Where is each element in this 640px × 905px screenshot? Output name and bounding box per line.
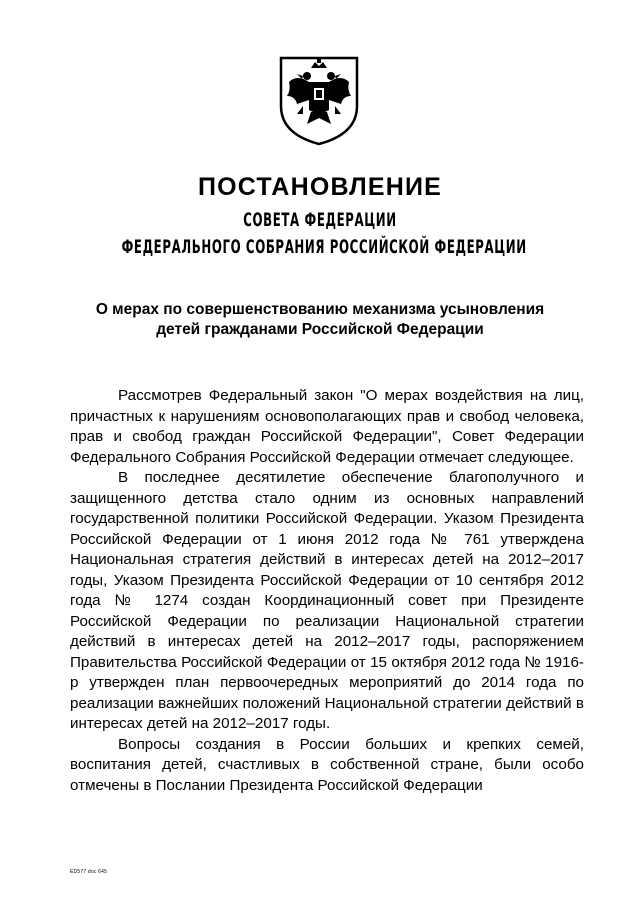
coat-of-arms-icon [267, 54, 371, 146]
document-subject [80, 300, 560, 340]
body-paragraph-2: В последнее десятилетие обеспечение благополучного и защищенного детства стало одним из основных направлений государственной политики Российской Федерации. Указом Президента Российской Федерации от 1 июня 2012 года № 761 утверждена Национальная стратегия действий в интересах детей на 2012–2017 годы, Указом Президента Российской Федерации от 10 сентября 2012 года № 1274 создан Координационный совет при Президенте Российской Федерации по реализации Национальной стратегии действий в интересах детей на 2012–2017 годы, распоряжением Правительства Российской Федерации от 15 октября 2012 года № 1916-р утвержден план первоочередных мероприятий до 2014 года по реализации важнейших положений Национальной стратегии действий в интересах детей на 2012–2017 годы. [70, 469, 584, 732]
document-title: ПОСТАНОВЛЕНИЕ [197, 173, 443, 201]
body-paragraph-1: Рассмотрев Федеральный закон "О мерах воздействия на лиц, причастных к нарушениям основополагающих прав и свобод человека, прав и свобод граждан Российской Федерации", Совет Федерации Федерального Собрания Российской Федерации отмечает следующее. [70, 387, 584, 466]
document-subtitle-line1: СОВЕТА ФЕДЕРАЦИИ [243, 209, 397, 231]
body-paragraph-3: Вопросы создания в России больших и крепких семей, воспитания детей, счастливых в собственной стране, были особо отмечены в Послании Президента Российской Федерации [70, 735, 584, 794]
document-footer-code: ED577 doc 645 [70, 869, 108, 875]
subject-line1: О мерах по совершенствованию механизма усыновления [95, 301, 545, 318]
document-body [70, 386, 584, 796]
subject-line2: детей гражданами Российской Федерации [156, 321, 484, 338]
document-subtitle-line2: ФЕДЕРАЛЬНОГО СОБРАНИЯ РОССИЙСКОЙ ФЕДЕРАЦИИ [121, 236, 527, 258]
